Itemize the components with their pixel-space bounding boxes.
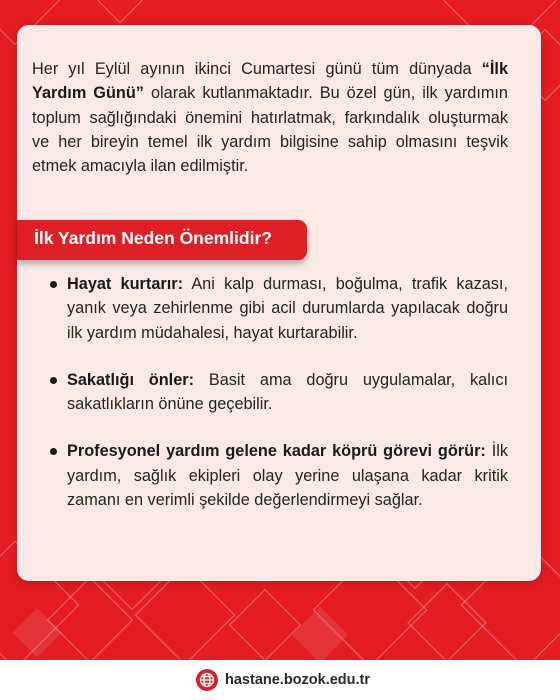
bullet-title: Sakatlığı önler:	[67, 370, 195, 389]
bullet-title: Profesyonel yardım gelene kadar köprü görevi görür:	[67, 442, 486, 461]
bullet-icon	[50, 281, 57, 288]
section-heading: İlk Yardım Neden Önemlidir?	[34, 228, 272, 248]
bullet-list	[50, 272, 508, 535]
bullet-text: Ani kalp durması, boğulma, trafik kazası, yanık veya zehirlenme gibi acil durumlarda yapılacak doğru ilk yardım müdahalesi, hayat kurtarabilir.	[67, 275, 508, 342]
bullet-icon	[50, 448, 57, 455]
bullet-title: Hayat kurtarır:	[67, 275, 183, 293]
intro-paragraph	[32, 57, 508, 178]
list-item	[50, 272, 508, 345]
bullet-text: Basit ama doğru uygulamalar, kalıcı sakatlıkların önüne geçebilir.	[67, 370, 508, 414]
globe-icon	[196, 669, 218, 691]
list-item	[50, 439, 508, 512]
intro-text-start: Her yıl Eylül ayının ikinci Cumartesi günü tüm dünyada	[32, 60, 482, 78]
intro-text-end: olarak kutlanmaktadır. Bu özel gün, ilk yardımın toplum sağlığındaki önemini hatırlatmak, farkındalık oluşturmak ve her bireyin temel ilk yardım bilgisine sahip olmasını teşvik etmek amacıyla ilan edilmiştir.	[32, 84, 508, 176]
bullet-icon	[50, 377, 57, 384]
section-heading-banner	[17, 220, 307, 260]
website-link[interactable]: hastane.bozok.edu.tr	[225, 672, 371, 688]
list-item	[50, 368, 508, 417]
bullet-text: İlk yardım, sağlık ekipleri olay yerine ulaşana kadar kritik zamanı en verimli şekilde değerlendirmeyi sağlar.	[67, 442, 508, 510]
footer-bar	[0, 660, 560, 700]
intro-highlight: “İlk Yardım Günü”	[32, 60, 508, 103]
